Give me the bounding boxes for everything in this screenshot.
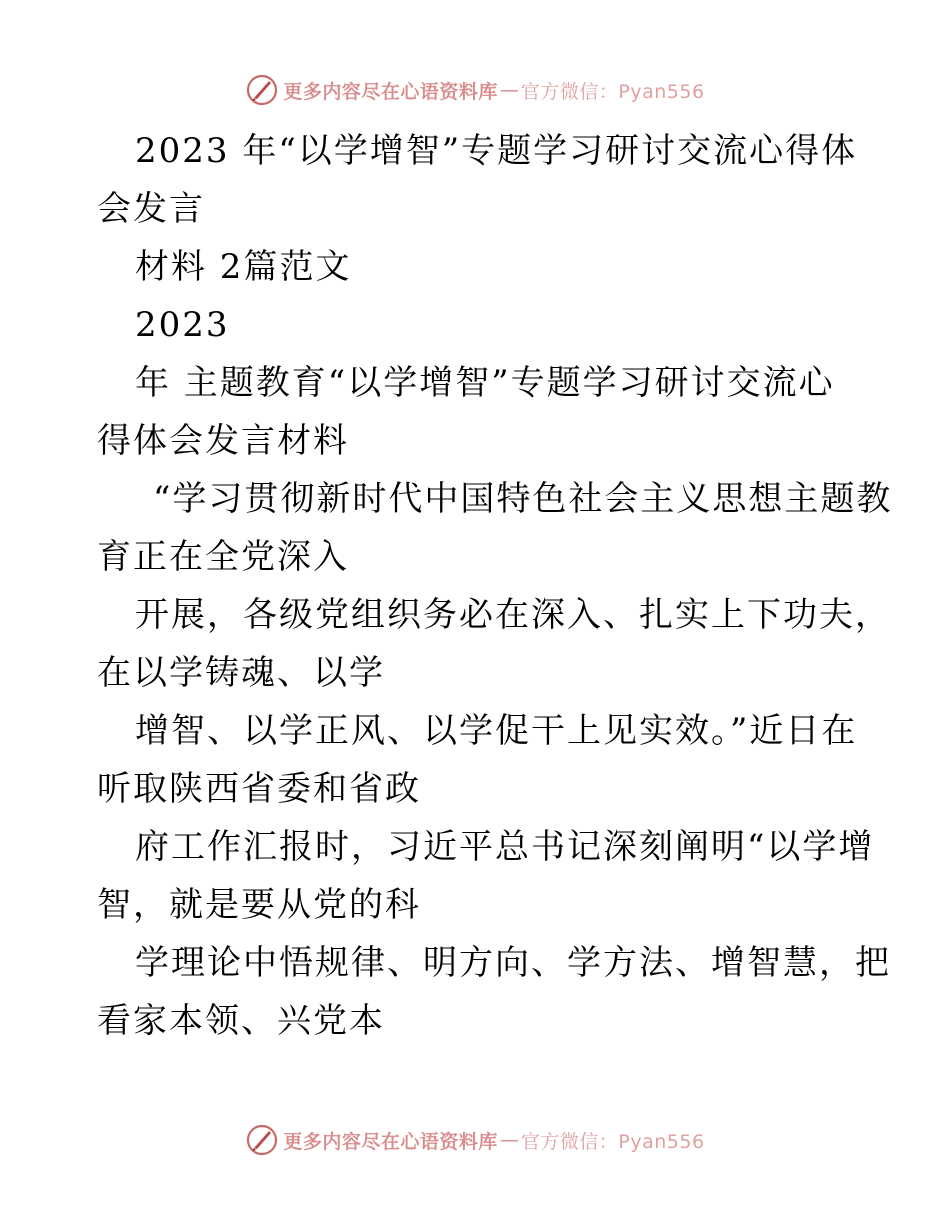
pen-feather-circle-icon xyxy=(245,73,279,107)
text-line: 年 主题教育“以学增智”专题学习研讨交流心 xyxy=(135,363,835,403)
text-line: 开展，各级党组织务必在深入、扎实上下功夫， xyxy=(135,595,891,635)
pen-feather-circle-icon xyxy=(245,1123,279,1157)
document-body xyxy=(97,122,893,1050)
watermark-dash: — xyxy=(499,1129,519,1151)
text-line: 2023 xyxy=(135,305,230,345)
text-line: 2023 年“以学增智”专题学习研讨交流心得体 xyxy=(135,131,858,171)
text-line: 增智、以学正风、以学促干上见实效。”近日在 xyxy=(135,711,858,751)
text-line: 材料 2篇范文 xyxy=(135,247,352,287)
text-line: 在以学铸魂、以学 xyxy=(97,653,385,693)
text-line: 会发言 xyxy=(97,189,205,229)
text-line: 育正在全党深入 xyxy=(97,537,349,577)
watermark-brand: 更多内容尽在心语资料库 xyxy=(283,1130,498,1153)
watermark-contact: 官方微信：Pyan556 xyxy=(520,80,705,103)
text-line: 学理论中悟规律、明方向、学方法、增智慧，把 xyxy=(135,943,891,983)
text-line: 看家本领、兴党本 xyxy=(97,1001,385,1041)
footer-watermark xyxy=(0,1120,950,1160)
watermark-dash: — xyxy=(499,79,519,101)
text-line: 智，就是要从党的科 xyxy=(97,885,421,925)
text-line: 府工作汇报时，习近平总书记深刻阐明“以学增 xyxy=(135,827,875,867)
text-line: 得体会发言材料 xyxy=(97,421,349,461)
header-watermark xyxy=(0,70,950,110)
text-line: 听取陕西省委和省政 xyxy=(97,769,421,809)
watermark-contact: 官方微信：Pyan556 xyxy=(520,1130,705,1153)
text-line: “学习贯彻新时代中国特色社会主义思想主题教 xyxy=(153,479,893,519)
watermark-brand: 更多内容尽在心语资料库 xyxy=(283,80,498,103)
